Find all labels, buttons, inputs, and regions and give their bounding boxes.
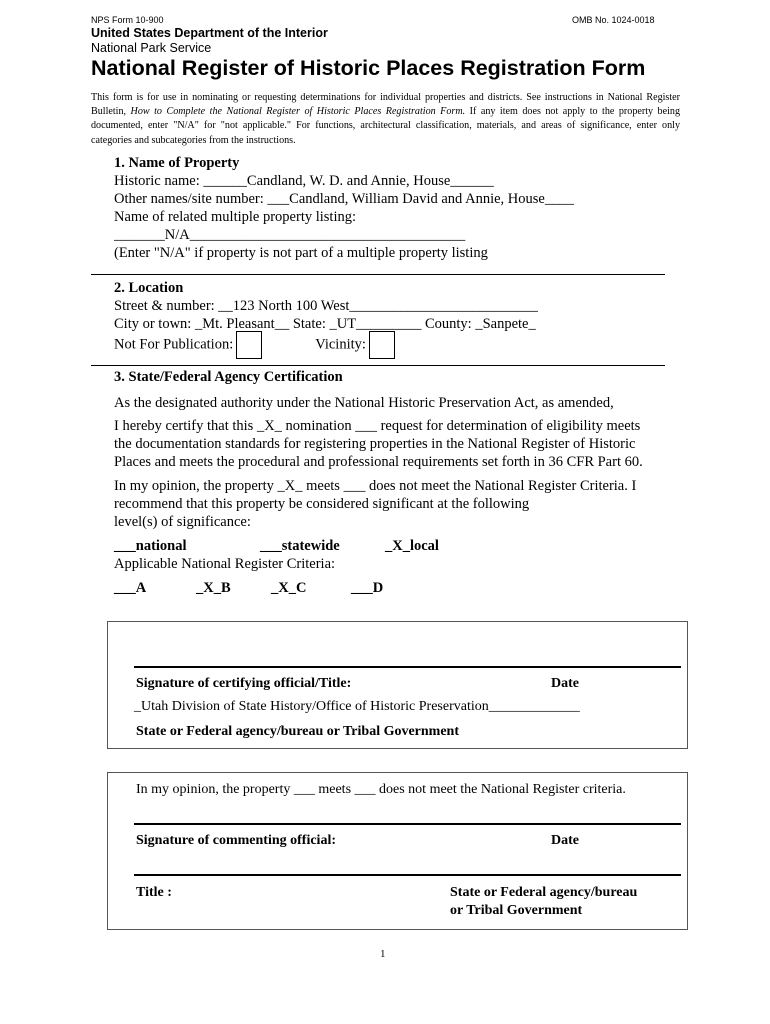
- commenting-signature-label: Signature of commenting official:: [136, 833, 336, 848]
- related-listing-label: Name of related multiple property listing:: [114, 209, 357, 225]
- signature-line[interactable]: [134, 874, 681, 876]
- state-label: State:: [292, 316, 326, 332]
- instructions-text-1: This form is for use in nominating or requesting determinations for individual properties and districts. See instructions in National Register Bulletin,: [91, 92, 680, 118]
- not-for-publication-checkbox[interactable]: [236, 331, 262, 359]
- street-row: [114, 298, 538, 315]
- certify-line-3: Places and meets the procedural and professional requirements set forth in 36 CFR Part 60.: [114, 454, 643, 470]
- section-2-heading: 2. Location: [114, 280, 184, 296]
- page-number: 1: [380, 948, 386, 960]
- level-local[interactable]: _X_local: [385, 538, 439, 554]
- meets-mark[interactable]: _X_: [277, 478, 303, 494]
- publication-row: [114, 331, 395, 359]
- certify-line-1: [114, 418, 640, 435]
- street-label: Street & number:: [114, 298, 215, 314]
- certifying-date-label: Date: [551, 676, 579, 691]
- commenting-agency-label-1: State or Federal agency/bureau: [450, 885, 638, 900]
- criterion-a[interactable]: ___A: [114, 580, 147, 596]
- historic-name-row: [114, 173, 494, 190]
- nomination-mark[interactable]: _X_: [256, 418, 282, 434]
- level-statewide[interactable]: ___statewide: [260, 538, 340, 554]
- other-names-label: Other names/site number:: [114, 191, 264, 207]
- signature-line[interactable]: [134, 666, 681, 668]
- vicinity-label: Vicinity:: [315, 336, 366, 353]
- commenting-title-label: Title :: [136, 885, 172, 900]
- not-for-publication-label: Not For Publication:: [114, 336, 234, 353]
- certify-text-b: nomination ___ request for determination of eligibility meets: [281, 418, 641, 434]
- opinion-line-3: level(s) of significance:: [114, 514, 251, 530]
- criterion-d[interactable]: ___D: [351, 580, 384, 596]
- opinion-text-b: meets ___ does not meet the National Register Criteria. I: [302, 478, 637, 494]
- other-names-value[interactable]: ___Candland, William David and Annie, House____: [267, 191, 574, 207]
- commenting-agency-label-2: or Tribal Government: [450, 903, 583, 918]
- omb-number: OMB No. 1024-0018: [572, 15, 655, 25]
- commenting-opinion: In my opinion, the property ___ meets ___ does not meet the National Register criteria.: [136, 782, 626, 797]
- certifying-signature-label: Signature of certifying official/Title:: [136, 676, 352, 691]
- level-national[interactable]: ___national: [114, 538, 187, 554]
- signature-line[interactable]: [134, 823, 681, 825]
- commenting-date-label: Date: [551, 833, 579, 848]
- section-1-heading: 1. Name of Property: [114, 155, 240, 171]
- instructions-text-2: If any item does not apply to the property being documented, enter "N/A" for "not applicable." For functions, architectural classification, materials, and areas of significance, enter only categories and subcategories from the instructions.: [91, 106, 680, 146]
- street-value[interactable]: __123 North 100 West__________________________: [218, 298, 538, 314]
- historic-name-value[interactable]: ______Candland, W. D. and Annie, House______: [203, 173, 494, 189]
- opinion-line-1: [114, 478, 636, 495]
- criteria-label: Applicable National Register Criteria:: [114, 556, 336, 572]
- form-instructions: [91, 91, 680, 148]
- instructions-bulletin-title: How to Complete the National Register of Historic Places Registration Form.: [130, 106, 466, 118]
- historic-name-label: Historic name:: [114, 173, 200, 189]
- section-3-heading: 3. State/Federal Agency Certification: [114, 369, 343, 385]
- opinion-text-a: In my opinion, the property: [114, 478, 278, 494]
- section-divider: [91, 274, 665, 275]
- related-listing-value[interactable]: _______N/A______________________________________: [114, 227, 466, 243]
- state-value[interactable]: _UT_________: [329, 316, 422, 332]
- county-label: County:: [424, 316, 472, 332]
- criterion-c[interactable]: _X_C: [271, 580, 307, 596]
- certify-line-2: the documentation standards for registering properties in the National Register of Historic: [114, 436, 636, 452]
- certifying-agency-value[interactable]: _Utah Division of State History/Office of Historic Preservation_____________: [134, 699, 580, 714]
- certifying-agency-label: State or Federal agency/bureau or Tribal Government: [136, 724, 460, 739]
- other-names-row: [114, 191, 574, 208]
- vicinity-checkbox[interactable]: [369, 331, 395, 359]
- department-name: United States Department of the Interior: [91, 26, 328, 40]
- criterion-b[interactable]: _X_B: [196, 580, 231, 596]
- city-value[interactable]: _Mt. Pleasant__: [194, 316, 290, 332]
- city-label: City or town:: [114, 316, 192, 332]
- opinion-line-2: recommend that this property be considered significant at the following: [114, 496, 530, 512]
- service-name: National Park Service: [91, 41, 212, 55]
- certify-text-a: I hereby certify that this: [114, 418, 257, 434]
- section-divider: [91, 365, 665, 366]
- authority-statement: As the designated authority under the National Historic Preservation Act, as amended,: [114, 395, 614, 411]
- related-listing-note: (Enter "N/A" if property is not part of a multiple property listing: [114, 245, 488, 261]
- county-value[interactable]: _Sanpete_: [475, 316, 536, 332]
- form-number: NPS Form 10-900: [91, 15, 164, 25]
- page-title: National Register of Historic Places Registration Form: [91, 56, 646, 80]
